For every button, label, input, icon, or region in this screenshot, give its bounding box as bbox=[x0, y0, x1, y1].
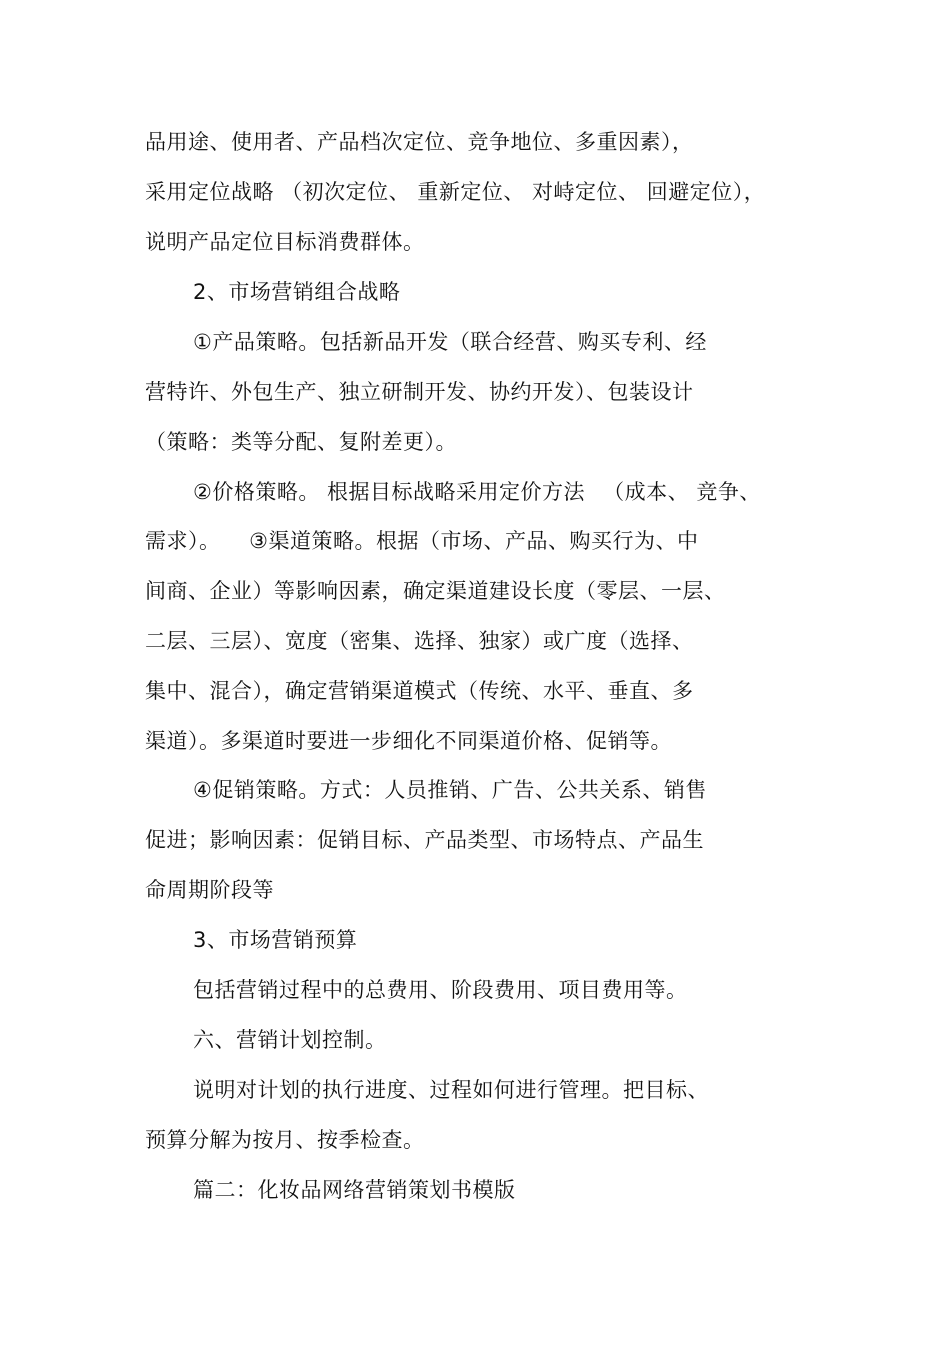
chapter-title-part-two: 篇二：化妆品网络营销策划书模版 bbox=[193, 1178, 516, 1202]
text-line-14: ④促销策略。方式：人员推销、广告、公共关系、销售 bbox=[193, 778, 707, 802]
text-line-20: 说明对计划的执行进度、过程如何进行管理。把目标、 bbox=[193, 1078, 709, 1102]
text-line-2: 采用定位战略 （初次定位、 重新定位、 对峙定位、 回避定位）， bbox=[145, 180, 766, 204]
section-heading-marketing-budget: 3、市场营销预算 bbox=[193, 928, 358, 952]
text-line-12: 集中、混合），确定营销渠道模式（传统、水平、垂直、多 bbox=[145, 679, 694, 703]
text-line-18: 包括营销过程中的总费用、阶段费用、项目费用等。 bbox=[193, 978, 688, 1002]
text-line-9: 需求）。 ③渠道策略。根据（市场、产品、购买行为、中 bbox=[145, 529, 699, 553]
text-line-5: ①产品策略。包括新品开发（联合经营、购买专利、经 bbox=[193, 330, 707, 354]
text-line-13: 渠道）。多渠道时要进一步细化不同渠道价格、促销等。 bbox=[145, 729, 672, 753]
section-heading-plan-control: 六、营销计划控制。 bbox=[193, 1028, 387, 1052]
text-line-15: 促进；影响因素：促销目标、产品类型、市场特点、产品生 bbox=[145, 828, 704, 852]
text-line-16: 命周期阶段等 bbox=[145, 878, 274, 902]
text-line-6: 营特许、外包生产、独立研制开发、协约开发）、包装设计 bbox=[145, 380, 694, 404]
section-heading-marketing-mix: 2、市场营销组合战略 bbox=[193, 280, 401, 304]
text-line-11: 二层、三层）、宽度（密集、选择、独家）或广度（选择、 bbox=[145, 629, 694, 653]
text-line-3: 说明产品定位目标消费群体。 bbox=[145, 230, 425, 254]
text-line-7: （策略：类等分配、复附差更）。 bbox=[145, 430, 457, 454]
text-line-8: ②价格策略。 根据目标战略采用定价方法 （成本、 竞争、 bbox=[193, 480, 761, 504]
text-line-1: 品用途、使用者、产品档次定位、竞争地位、多重因素）， bbox=[145, 130, 694, 154]
text-line-21: 预算分解为按月、按季检查。 bbox=[145, 1128, 425, 1152]
text-line-10: 间商、企业）等影响因素，确定渠道建设长度（零层、一层、 bbox=[145, 579, 726, 603]
